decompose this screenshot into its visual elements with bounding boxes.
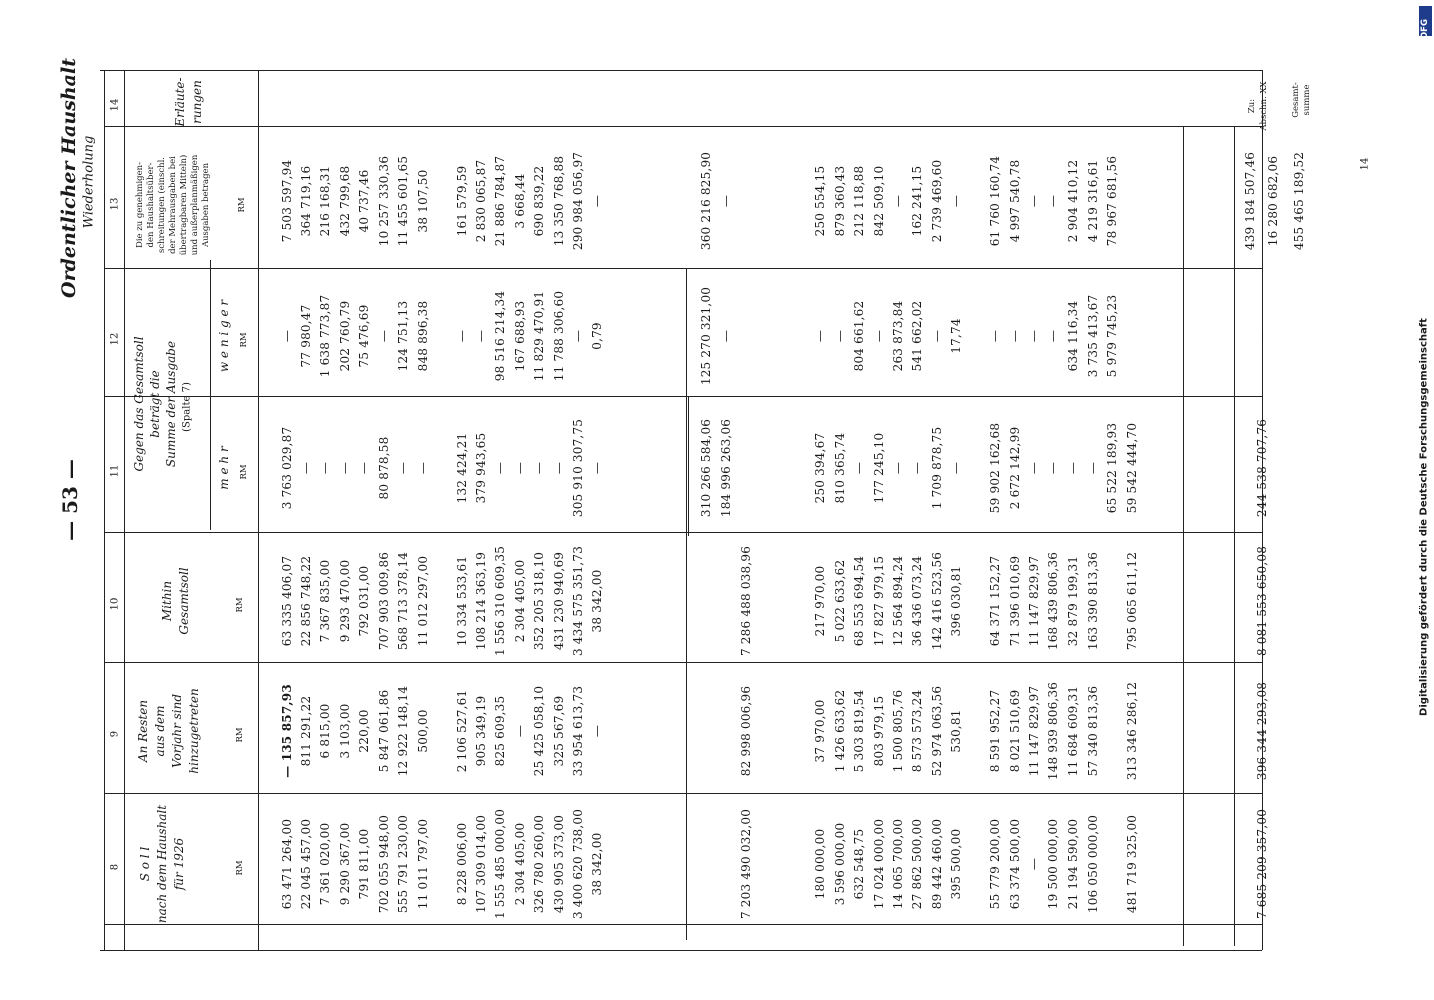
table-bottom-rule (100, 950, 1262, 951)
table-left-rule (104, 70, 105, 950)
sep-c9-c10 (104, 662, 1262, 663)
sep-c10-c11 (104, 532, 1262, 533)
subtotal2-rule (1183, 126, 1184, 946)
total-rule (1234, 126, 1235, 946)
sep-c12-c13 (104, 268, 1262, 269)
sep-c8-start (104, 924, 1262, 925)
subheader-rule (210, 260, 211, 530)
colnum-rule (124, 70, 125, 950)
scanned-ledger-page: — 53 — Ordentlicher Haushalt Wiederholung 14 8 9 10 11 12 13 14 S o l l nach dem Haushalt für 1926 RM An Resten aus dem Vorjahr sind hinzugetreten RM Mithin Gesamtsoll RM Gegen das Gesamtsoll beträgt die Summe der Ausgabe (Spalte 7) m e h r w e n i g e r RM RM Die zu genehmigen- den Haushaltsüber- schreitungen (einschl. der Mehrausgaben bei übertragbaren Mitteln) und außerplanmäßigen Ausgaben betragen RM Erläute- rungen 63 471 264,00 — 135 857,93 63 335 406,07 3 763 029,87 — 7 503 597,94 22 045 457,00 811 291,22 22 856 748,22 — 77 980,47 364 719,16 7 361 020,00 6 815,00 7 367 835,00 — 1 638 773,87 216 168,31 9 290 367,00 3 103,00 9 293 470,00 — 202 760,79 432 799,68 791 811,00 220,00 792 031,00 — 75 476,69 40 737,46 702 055 948,00 5 847 061,86 707 903 009,86 80 878,58 — 10 257 330,36 555 791 230,00 12 922 148,14 568 713 378,14 — 124 751,13 11 455 601,65 11 011 797,00 500,00 11 012 297,00 — 848 896,38 38 107,50 8 228 006,00 2 106 527,61 10 334 533,61 132 424,21 — 161 579,59 107 309 014,00 905 349,19 108 214 363,19 379 943,65 — 2 830 065,87 1 555 485 000,00 825 609,35 1 556 310 609,35 — 98 516 214,34 21 886 784,87 2 304 405,00 — 2 304 405,00 — 167 688,93 3 668,44 326 780 260,00 25 425 058,10 352 205 318,10 — 11 829 470,91 690 839,22 430 905 373,00 325 567,69 431 230 940,69 — 11 788 306,60 13 350 768,88 3 400 620 738,00 33 954 613,73 3 434 575 351,73 305 910 307,75 — 290 984 056,97 38 342,00 — 38 342,00 — 0,79 — 7 203 490 032,00 82 998 006,96 7 286 488 038,96 310 266 584,06 184 996 263,06 125 270 321,00 — 360 216 825,90 — 180 000,00 37 970,00 217 970,00 250 394,67 — 250 554,15 3 596 000,00 1 426 633,62 5 022 633,62 810 365,74 — 879 360,43 632 548,75 5 303 819,54 68 553 694,54 — 804 661,62 212 118,88 17 024 000,00 803 979,15 17 827 979,15 177 245,10 — 842 509,10 14 065 700,00 1 500 805,76 12 564 894,24 — 263 873,84 — 27 862 500,00 8 573 573,24 36 436 073,24 — 541 662,02 162 241,15 89 442 460,00 52 974 063,56 142 416 523,56 1 709 878,75 — 2 739 469,60 395 500,00 530,81 396 030,81 — 17,74 — 55 779 200,00 8 591 952,27 64 371 152,27 59 902 162,68 — 61 760 160,74 63 374 500,00 8 021 510,69 71 396 010,69 2 672 142,99 — 4 997 540,78 — 11 147 829,97 11 147 829,97 — — — 19 500 000,00 148 939 806,36 168 439 806,36 — — — 21 194 590,00 11 684 609,31 32 879 199,31 — 634 116,34 2 904 410,12 106 050 000,00 57 340 813,36 163 390 813,36 — 3 735 413,67 4 219 316,61 481 719 325,00 313 346 286,12 795 065 611,12 65 522 189,93 59 542 444,70 5 979 745,23 78 967 681,56 7 685 209 357,00 396 344 293,08 8 081 553 650,08 244 538 707,76 — 439 184 507,46 16 280 682,06 455 465 189,52 Zu: Abschn. XX Gesamt- summe Digitalisierung gefördert durch die Deutsche Forschungsgemeinschaft DFG (0, 0, 1434, 1000)
table-top-rule (100, 70, 1262, 71)
sep-c11-c12 (104, 396, 1262, 397)
sep-c8-c9 (104, 793, 1262, 794)
sep-c13-c14 (104, 126, 1262, 127)
dfg-logo: DFG (1419, 6, 1432, 36)
subtotal1-rule-b (688, 396, 689, 536)
subtotal1-rule (686, 268, 687, 940)
header-body-rule (258, 70, 259, 950)
